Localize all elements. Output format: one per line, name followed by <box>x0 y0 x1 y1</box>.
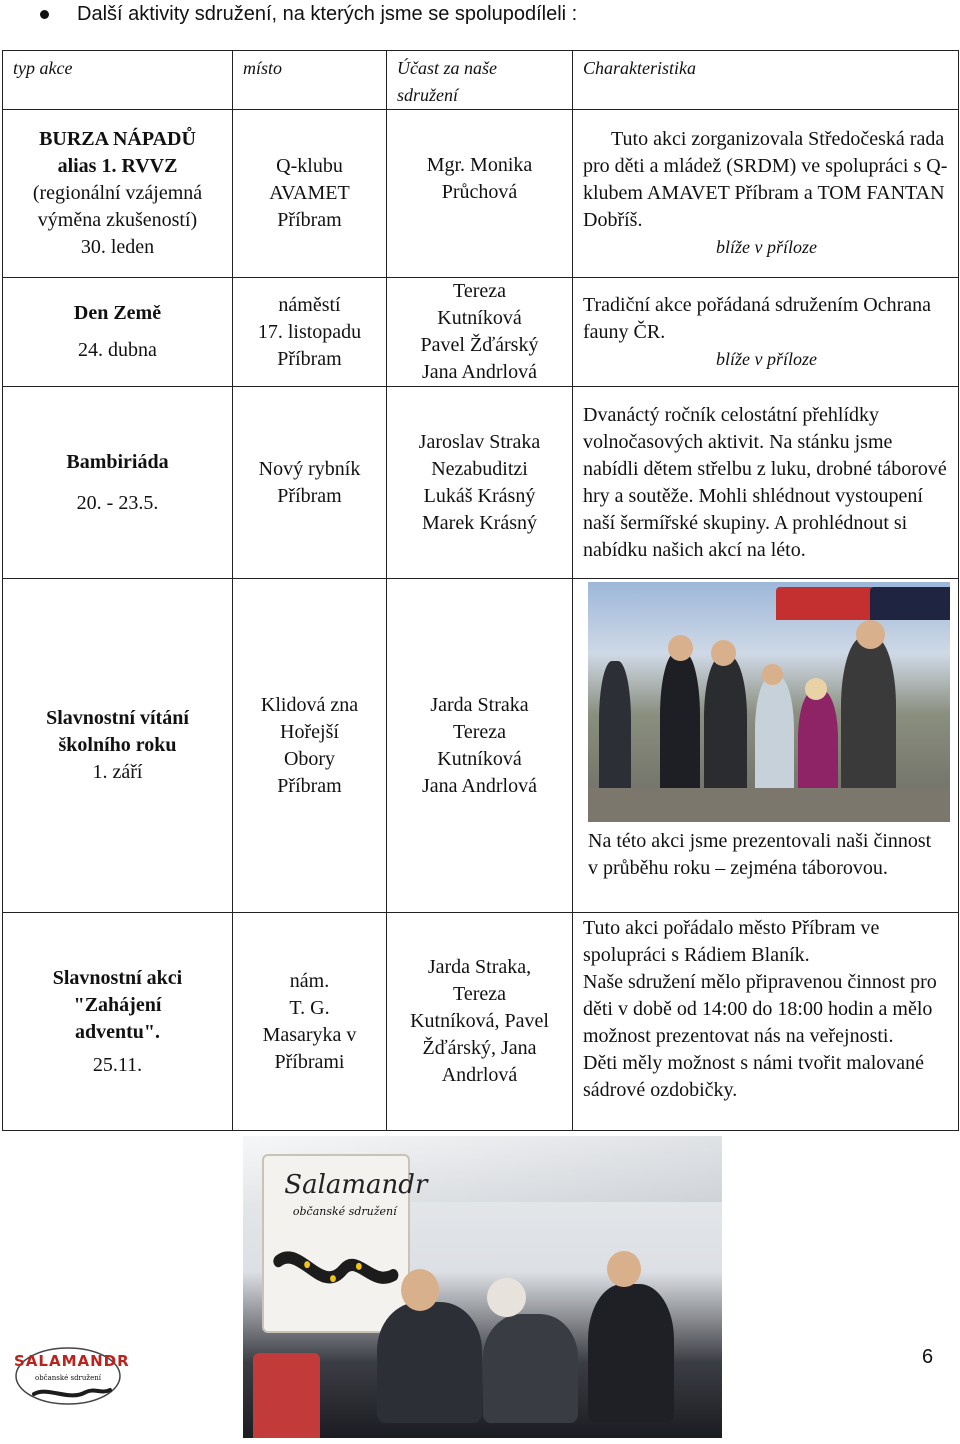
table-row <box>3 278 959 387</box>
akce-title: "Zahájení <box>73 993 162 1016</box>
participant: Pavel Žďárský <box>420 334 539 356</box>
head-shape <box>856 620 885 649</box>
misto-line: Příbram <box>277 484 342 507</box>
participant: Andrlová <box>441 1064 518 1086</box>
misto-line: Obory <box>283 747 336 770</box>
charakteristika-text: Tuto akci zorganizovala Středočeská rada pro děti a mládež (SRDM) ve spolupráci s Q-klubem AMAVET Příbram a TOM FANTAN Dobříš. <box>583 128 948 231</box>
ucast-cell <box>387 278 573 387</box>
participant: Jaroslav Straka <box>418 430 541 453</box>
head-shape <box>805 678 827 700</box>
misto-line: nám. <box>289 969 330 992</box>
head-shape <box>607 1251 641 1287</box>
person-shape <box>841 637 895 810</box>
logo-subtext: občanské sdružení <box>34 1374 101 1382</box>
table-row <box>3 579 959 913</box>
misto-cell <box>233 278 387 387</box>
akce-date: 1. září <box>92 761 143 783</box>
misto-line: Příbram <box>277 774 342 797</box>
misto-line: Klidová zna <box>260 693 359 716</box>
header-misto: místo <box>233 51 387 110</box>
akce-date: 24. dubna <box>78 339 157 361</box>
participant: Nezabuditzi <box>431 457 528 480</box>
charakteristika-text: Dvanáctý ročník celostátní přehlídky volnočasových aktivit. Na stánku jsme nabídli dětem střelbu z luku, drobné táborové hry a soutěže. Mohli shlédnout vystoupení naší šermířské skupiny. A prohlédnout si nabídku našich akcí na léto. <box>583 403 947 561</box>
participant: Jarda Straka, <box>427 956 532 978</box>
akce-date: 20. - 23.5. <box>76 491 159 514</box>
participant: Tereza <box>453 280 506 302</box>
charakteristika-cell <box>573 387 959 579</box>
gift-bags-shape <box>253 1353 320 1438</box>
charakteristika-cell <box>573 278 959 387</box>
charakteristika-cell <box>573 579 959 913</box>
head-shape <box>668 635 693 661</box>
misto-line: AVAMET <box>269 182 350 204</box>
header-ucast: Účast za naše sdružení <box>387 51 573 110</box>
misto-cell <box>233 579 387 913</box>
ground-shape <box>588 788 950 822</box>
participant: Jana Andrlová <box>422 774 537 797</box>
akce-title: Slavnostní vítání <box>46 707 189 729</box>
banner-text: Salamandr <box>284 1170 428 1201</box>
participant: Kutníková <box>437 307 522 329</box>
akce-title: BURZA NÁPADŮ <box>39 128 196 150</box>
canopy-shape <box>870 587 950 621</box>
charakteristika-cell <box>573 913 959 1131</box>
banner-subtext: občanské sdružení <box>292 1205 397 1219</box>
charakteristika-text: Tuto akci pořádalo město Příbram ve spolupráci s Rádiem Blaník. <box>583 917 880 966</box>
akce-title: Den Země <box>73 302 162 324</box>
intro-text: Další aktivity sdružení, na kterých jsme se spolupodíleli : <box>77 2 578 25</box>
akce-title: školního roku <box>58 734 177 756</box>
bullet-icon <box>40 10 49 19</box>
misto-line: Příbram <box>277 347 342 370</box>
ucast-cell <box>387 387 573 579</box>
table-header-row <box>3 51 959 110</box>
person-shape <box>588 1284 674 1423</box>
logo-text: SALAMANDR <box>14 1352 130 1370</box>
misto-line: Hořejší <box>280 720 339 743</box>
page-number: 6 <box>922 1346 934 1368</box>
charakteristika-text: Děti měly možnost s námi tvořit malované sádrové ozdobičky. <box>583 1052 925 1101</box>
header-typ-akce: typ akce <box>3 51 233 110</box>
misto-line: Q-klubu <box>276 155 343 177</box>
misto-line: T. G. <box>289 996 330 1019</box>
ucast-cell <box>387 913 573 1131</box>
akce-cell <box>3 579 233 913</box>
misto-line: Masaryka v <box>262 1023 357 1046</box>
akce-subtitle: výměna zkušeností) <box>37 209 198 231</box>
misto-cell <box>233 913 387 1131</box>
akce-cell <box>3 913 233 1131</box>
table-row <box>3 110 959 278</box>
akce-title: adventu". <box>74 1020 160 1043</box>
participant: Průchová <box>441 181 518 203</box>
akce-date: 25.11. <box>92 1053 143 1076</box>
akce-cell <box>3 278 233 387</box>
charakteristika-text: Naše sdružení mělo připravenou činnost pro děti v době od 14:00 do 18:00 hodin a mělo možnost prezentovat nás na veřejnosti. <box>583 971 937 1047</box>
charakteristika-text: Na této akci jsme prezentovali naši činnost v průběhu roku – zejména táborovou. <box>588 830 932 879</box>
participant: Tereza <box>453 720 506 743</box>
ucast-cell <box>387 579 573 913</box>
misto-line: Příbrami <box>274 1050 345 1073</box>
participant: Kutníková <box>437 747 522 770</box>
misto-line: 17. listopadu <box>257 320 362 343</box>
head-shape <box>487 1278 525 1317</box>
participant: Tereza <box>453 983 506 1005</box>
person-shape <box>660 652 700 810</box>
participant: Jana Andrlová <box>422 361 537 383</box>
attachment-note: blíže v příloze <box>716 237 817 257</box>
participant: Kutníková, Pavel <box>410 1010 549 1032</box>
misto-cell <box>233 110 387 278</box>
akce-title: alias 1. RVVZ <box>57 155 178 177</box>
misto-line: Nový rybník <box>258 457 361 480</box>
akce-cell <box>3 110 233 278</box>
advent-photo <box>243 1136 722 1438</box>
person-shape <box>704 656 747 810</box>
akce-title: Slavnostní akci <box>52 966 183 989</box>
table-row <box>3 387 959 579</box>
bambiriada-photo <box>588 582 950 822</box>
person-shape <box>377 1302 482 1423</box>
akce-cell <box>3 387 233 579</box>
salamandr-banner <box>262 1154 428 1333</box>
participant: Marek Krásný <box>422 511 537 534</box>
misto-line: náměstí <box>278 293 341 316</box>
participant: Mgr. Monika <box>426 154 533 176</box>
misto-line: Příbram <box>277 209 342 231</box>
participant: Žďárský, Jana <box>422 1037 537 1059</box>
table-row <box>3 913 959 1131</box>
misto-cell <box>233 387 387 579</box>
participant: Lukáš Krásný <box>423 484 536 507</box>
akce-title: Bambiriáda <box>66 450 169 473</box>
header-charakteristika: Charakteristika <box>573 51 959 110</box>
akce-date: 30. leden <box>80 236 155 258</box>
ucast-cell <box>387 110 573 278</box>
salamander-icon <box>264 1156 408 1331</box>
activities-table <box>2 50 959 1131</box>
attachment-note: blíže v příloze <box>716 348 817 369</box>
charakteristika-text: Tradiční akce pořádaná sdružením Ochrana fauny ČR. <box>583 293 932 343</box>
akce-subtitle: (regionální vzájemná <box>32 182 203 204</box>
intro-bullet <box>40 0 577 28</box>
charakteristika-cell <box>573 110 959 278</box>
person-shape <box>483 1314 579 1423</box>
salamandr-logo <box>14 1346 130 1408</box>
participant: Jarda Straka <box>430 693 529 716</box>
